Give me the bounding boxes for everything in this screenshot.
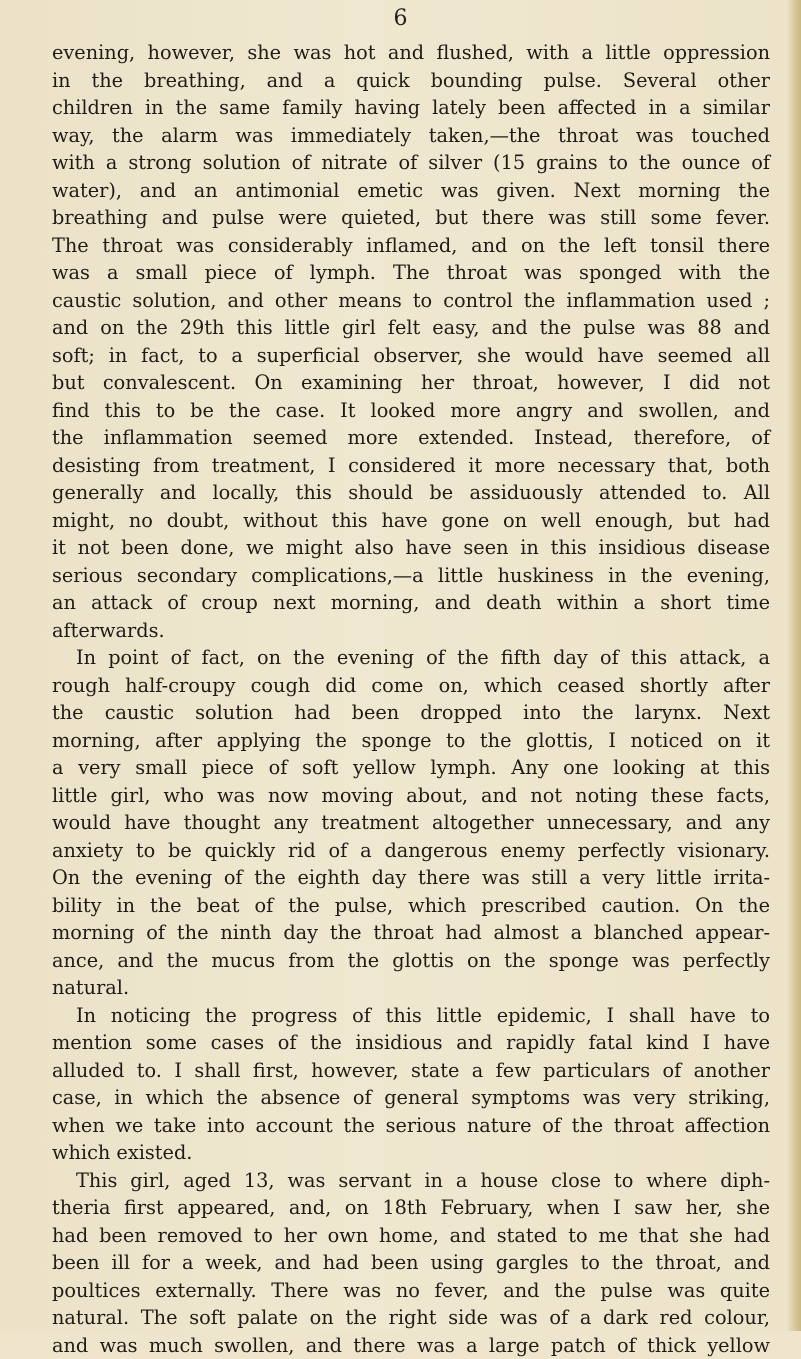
- text-line: way, the alarm was immediately taken,—the throat was touched: [52, 122, 770, 150]
- text-line: On the evening of the eighth day there was still a very little irrita-: [52, 864, 770, 892]
- text-line: natural. The soft palate on the right side was of a dark red colour,: [52, 1304, 770, 1332]
- text-line: would have thought any treatment altogether unnecessary, and any: [52, 809, 770, 837]
- body-text: [52, 39, 770, 1359]
- text-line: caustic solution, and other means to control the inflammation used ;: [52, 287, 770, 315]
- text-line: was a small piece of lymph. The throat was sponged with the: [52, 259, 770, 287]
- text-line: In point of fact, on the evening of the fifth day of this attack, a: [52, 644, 770, 672]
- text-line: morning of the ninth day the throat had almost a blanched appear-: [52, 919, 770, 947]
- text-line: an attack of croup next morning, and death within a short time: [52, 589, 770, 617]
- text-line: when we take into account the serious nature of the throat affection: [52, 1112, 770, 1140]
- text-line: and was much swollen, and there was a large patch of thick yellow: [52, 1332, 770, 1359]
- text-line: and on the 29th this little girl felt easy, and the pulse was 88 and: [52, 314, 770, 342]
- text-line: but convalescent. On examining her throat, however, I did not: [52, 369, 770, 397]
- text-line: bility in the beat of the pulse, which prescribed caution. On the: [52, 892, 770, 920]
- text-line: desisting from treatment, I considered it more necessary that, both: [52, 452, 770, 480]
- text-line: The throat was considerably inflamed, and on the left tonsil there: [52, 232, 770, 260]
- text-line: This girl, aged 13, was servant in a house close to where diph-: [52, 1167, 770, 1195]
- text-line: evening, however, she was hot and flushed, with a little oppression: [52, 39, 770, 67]
- text-line: find this to be the case. It looked more angry and swollen, and: [52, 397, 770, 425]
- text-line: poultices externally. There was no fever, and the pulse was quite: [52, 1277, 770, 1305]
- text-line: in the breathing, and a quick bounding pulse. Several other: [52, 67, 770, 95]
- text-line: generally and locally, this should be assiduously attended to. All: [52, 479, 770, 507]
- text-line: serious secondary complications,—a little huskiness in the evening,: [52, 562, 770, 590]
- text-line: a very small piece of soft yellow lymph. Any one looking at this: [52, 754, 770, 782]
- text-line: had been removed to her own home, and stated to me that she had: [52, 1222, 770, 1250]
- text-line: rough half-croupy cough did come on, which ceased shortly after: [52, 672, 770, 700]
- text-line: water), and an antimonial emetic was given. Next morning the: [52, 177, 770, 205]
- text-line: theria first appeared, and, on 18th February, when I saw her, she: [52, 1194, 770, 1222]
- text-line: been ill for a week, and had been using gargles to the throat, and: [52, 1249, 770, 1277]
- text-line: In noticing the progress of this little epidemic, I shall have to: [52, 1002, 770, 1030]
- text-line: morning, after applying the sponge to the glottis, I noticed on it: [52, 727, 770, 755]
- text-line: natural.: [52, 974, 770, 1002]
- page-edge-shadow: [787, 0, 801, 1331]
- text-line: breathing and pulse were quieted, but there was still some fever.: [52, 204, 770, 232]
- text-line: afterwards.: [52, 617, 770, 645]
- text-line: children in the same family having lately been affected in a similar: [52, 94, 770, 122]
- text-line: anxiety to be quickly rid of a dangerous enemy perfectly visionary.: [52, 837, 770, 865]
- text-line: mention some cases of the insidious and rapidly fatal kind I have: [52, 1029, 770, 1057]
- text-line: the inflammation seemed more extended. Instead, therefore, of: [52, 424, 770, 452]
- text-line: ance, and the mucus from the glottis on the sponge was perfectly: [52, 947, 770, 975]
- text-line: soft; in fact, to a superficial observer, she would have seemed all: [52, 342, 770, 370]
- text-line: it not been done, we might also have seen in this insidious disease: [52, 534, 770, 562]
- text-line: with a strong solution of nitrate of silver (15 grains to the ounce of: [52, 149, 770, 177]
- text-line: which existed.: [52, 1139, 770, 1167]
- text-line: might, no doubt, without this have gone on well enough, but had: [52, 507, 770, 535]
- page-number: 6: [0, 4, 801, 34]
- text-line: the caustic solution had been dropped into the larynx. Next: [52, 699, 770, 727]
- text-line: little girl, who was now moving about, and not noting these facts,: [52, 782, 770, 810]
- text-line: case, in which the absence of general symptoms was very striking,: [52, 1084, 770, 1112]
- text-line: alluded to. I shall first, however, state a few particulars of another: [52, 1057, 770, 1085]
